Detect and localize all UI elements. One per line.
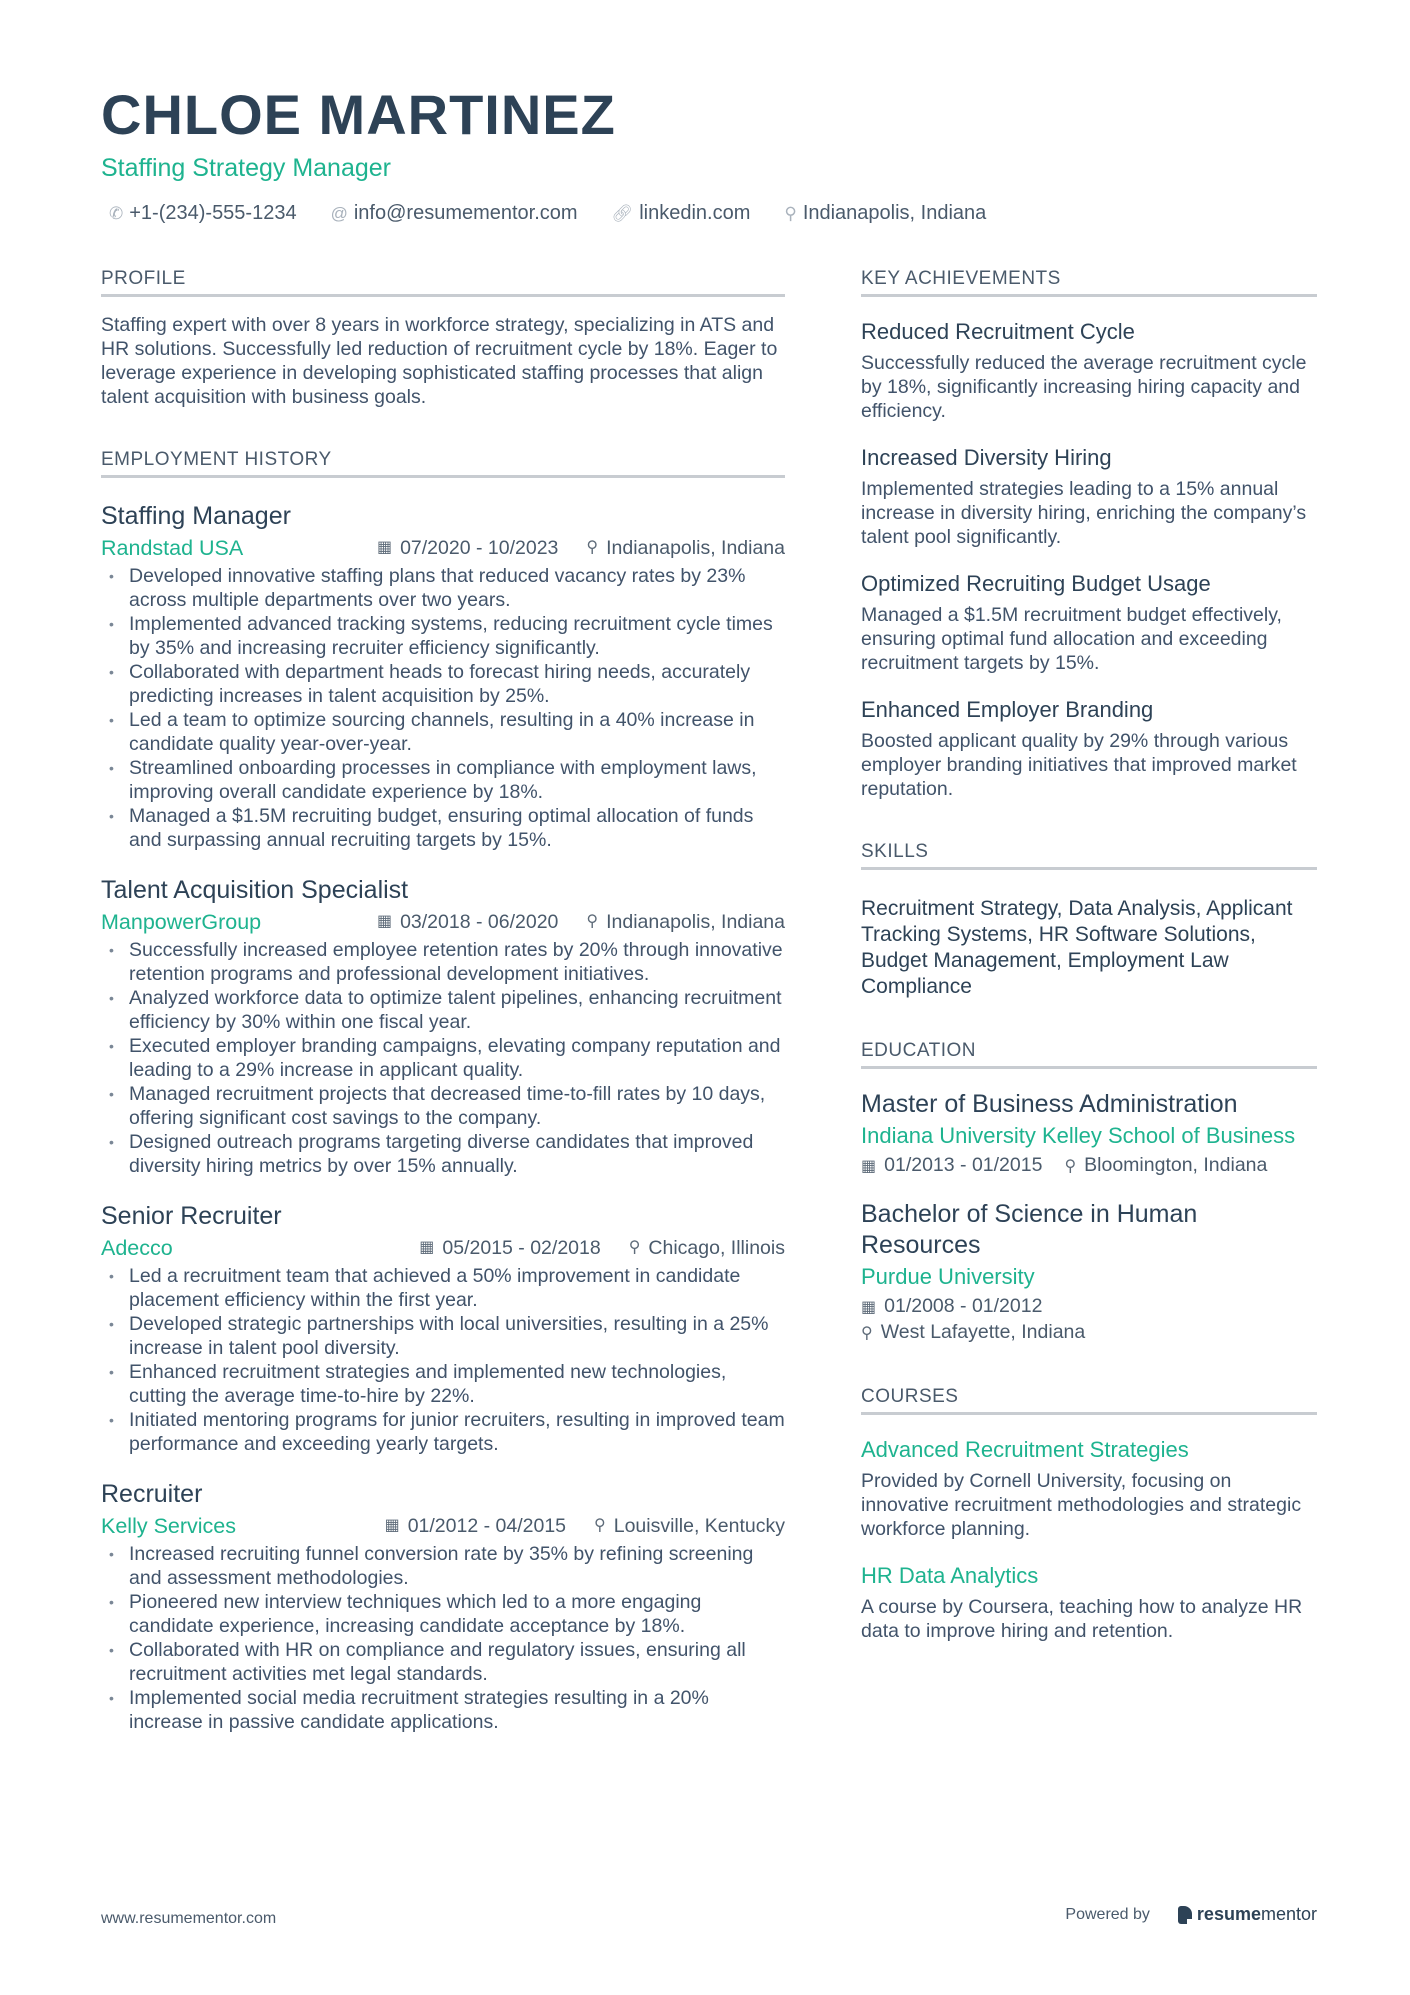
list-item: • Pioneered new interview techniques which led to a more engaging candidate experience, increasing candidate acceptance by 18%. bbox=[101, 1590, 785, 1638]
contact-email-text[interactable]: info@resumementor.com bbox=[353, 202, 578, 224]
profile-section bbox=[101, 268, 785, 409]
location-pin-icon: ⚲ bbox=[784, 203, 797, 223]
employment-section bbox=[101, 449, 785, 1734]
education-school: Purdue University bbox=[861, 1264, 1035, 1289]
education-item bbox=[861, 1199, 1317, 1346]
list-item: • Developed strategic partnerships with local universities, resulting in a 25% increase in talent pool diversity. bbox=[101, 1312, 785, 1360]
section-heading: SKILLS bbox=[861, 841, 1317, 870]
education-school: Indiana University Kelley School of Business bbox=[861, 1123, 1296, 1148]
footer-website[interactable]: www.resumementor.com bbox=[101, 1910, 277, 1927]
job-dates bbox=[377, 908, 558, 936]
job-location-text: Indianapolis, Indiana bbox=[606, 911, 785, 933]
location-pin-icon: ⚲ bbox=[594, 1517, 606, 1534]
job-location-text: Chicago, Illinois bbox=[648, 1237, 785, 1259]
education-section bbox=[861, 1040, 1317, 1346]
job-meta bbox=[101, 1234, 785, 1262]
job-meta bbox=[101, 1512, 785, 1540]
achievement-item bbox=[861, 695, 1317, 801]
education-dates-row bbox=[861, 1294, 1317, 1320]
job-dates-text: 03/2018 - 06/2020 bbox=[400, 911, 559, 933]
education-meta bbox=[861, 1294, 1317, 1346]
candidate-title: Staffing Strategy Manager bbox=[101, 154, 391, 182]
skills-text: Recruitment Strategy, Data Analysis, Applicant Tracking Systems, HR Software Solutions, Budget Management, Employment Law Compliance bbox=[861, 897, 1293, 998]
achievement-item bbox=[861, 569, 1317, 675]
contact-linkedin-text[interactable]: linkedin.com bbox=[639, 202, 751, 224]
job-location bbox=[586, 908, 785, 936]
location-pin-icon: ⚲ bbox=[1064, 1158, 1077, 1175]
list-item: • Analyzed workforce data to optimize talent pipelines, enhancing recruitment efficiency by 30% within one fiscal year. bbox=[101, 986, 785, 1034]
brand-logo[interactable] bbox=[1178, 1904, 1317, 1925]
section-heading: KEY ACHIEVEMENTS bbox=[861, 268, 1317, 297]
education-location-row bbox=[861, 1320, 1317, 1346]
achievement-desc: Boosted applicant quality by 29% through various employer branding initiatives that improved market reputation. bbox=[861, 730, 1297, 800]
calendar-icon: ▦ bbox=[419, 1239, 435, 1256]
job-bullets bbox=[101, 1264, 785, 1456]
education-dates: 01/2013 - 01/2015 bbox=[884, 1154, 1043, 1176]
job-company: Randstad USA bbox=[101, 536, 244, 560]
education-location bbox=[1064, 1154, 1267, 1176]
list-item: • Led a team to optimize sourcing channels, resulting in a 40% increase in candidate quality year-over-year. bbox=[101, 708, 785, 756]
contact-linkedin[interactable] bbox=[604, 202, 751, 225]
contact-phone bbox=[101, 202, 297, 225]
list-item: • Increased recruiting funnel conversion rate by 35% by refining screening and assessment methodologies. bbox=[101, 1542, 785, 1590]
contact-location bbox=[776, 202, 986, 225]
job-company: ManpowerGroup bbox=[101, 910, 262, 934]
courses-section bbox=[861, 1386, 1317, 1643]
at-icon: @ bbox=[330, 203, 348, 223]
brand-mark-icon bbox=[1178, 1906, 1192, 1924]
brand-bold-text: resume bbox=[1196, 1904, 1261, 1924]
job-meta bbox=[101, 908, 785, 936]
job-title: Talent Acquisition Specialist bbox=[101, 876, 409, 904]
achievement-title: Increased Diversity Hiring bbox=[861, 445, 1112, 470]
link-icon: 🔗︎ bbox=[611, 203, 634, 223]
list-item: • Managed recruitment projects that decreased time-to-fill rates by 10 days, offering significant cost savings to the company. bbox=[101, 1082, 785, 1130]
list-item: • Implemented advanced tracking systems, reducing recruitment cycle times by 35% and increasing recruiter efficiency significantly. bbox=[101, 612, 785, 660]
job-dates bbox=[385, 1512, 566, 1540]
section-heading: PROFILE bbox=[101, 268, 785, 297]
contact-phone-text: +1-(234)-555-1234 bbox=[129, 202, 297, 224]
job-entry bbox=[101, 500, 785, 852]
achievement-item bbox=[861, 443, 1317, 549]
course-desc: A course by Coursera, teaching how to analyze HR data to improve hiring and retention. bbox=[861, 1596, 1303, 1642]
job-dates bbox=[419, 1234, 600, 1262]
contact-row bbox=[101, 202, 1321, 225]
job-dates-text: 07/2020 - 10/2023 bbox=[400, 537, 559, 559]
list-item: • Managed a $1.5M recruiting budget, ensuring optimal allocation of funds and surpassing annual recruiting targets by 15%. bbox=[101, 804, 785, 852]
right-column bbox=[861, 268, 1317, 1683]
list-item: • Executed employer branding campaigns, elevating company reputation and leading to a 29% increase in applicant quality. bbox=[101, 1034, 785, 1082]
list-item: • Developed innovative staffing plans that reduced vacancy rates by 23% across multiple departments over two years. bbox=[101, 564, 785, 612]
calendar-icon: ▦ bbox=[376, 539, 393, 556]
job-title: Staffing Manager bbox=[101, 502, 291, 530]
brand-light-text: mentor bbox=[1260, 1904, 1317, 1924]
job-bullets bbox=[101, 938, 785, 1178]
resume-header bbox=[101, 82, 1321, 225]
list-item: • Successfully increased employee retention rates by 20% through innovative retention programs and professional development initiatives. bbox=[101, 938, 785, 986]
location-pin-icon: ⚲ bbox=[861, 1325, 873, 1342]
contact-location-text: Indianapolis, Indiana bbox=[802, 202, 987, 224]
course-desc: Provided by Cornell University, focusing on innovative recruitment methodologies and strategic workforce planning. bbox=[861, 1470, 1302, 1540]
course-title: Advanced Recruitment Strategies bbox=[861, 1437, 1189, 1462]
job-entry bbox=[101, 1478, 785, 1734]
section-heading: EDUCATION bbox=[861, 1040, 1317, 1069]
achievement-desc: Successfully reduced the average recruitment cycle by 18%, significantly increasing hiring capacity and efficiency. bbox=[861, 352, 1307, 422]
calendar-icon: ▦ bbox=[861, 1158, 877, 1175]
achievements-section bbox=[861, 268, 1317, 801]
job-title: Senior Recruiter bbox=[101, 1202, 282, 1230]
skills-section bbox=[861, 841, 1317, 1000]
education-dates: 01/2008 - 01/2012 bbox=[884, 1295, 1043, 1317]
achievement-item bbox=[861, 317, 1317, 423]
achievement-desc: Implemented strategies leading to a 15% annual increase in diversity hiring, enriching the company’s talent pool significantly. bbox=[861, 478, 1307, 548]
location-pin-icon: ⚲ bbox=[586, 539, 599, 556]
footer-brand bbox=[1065, 1904, 1317, 1925]
list-item: • Collaborated with department heads to forecast hiring needs, accurately predicting increases in talent acquisition by 25%. bbox=[101, 660, 785, 708]
left-column bbox=[101, 268, 785, 1774]
education-degree: Master of Business Administration bbox=[861, 1090, 1238, 1118]
calendar-icon: ▦ bbox=[376, 913, 393, 930]
job-bullets bbox=[101, 564, 785, 852]
job-dates bbox=[377, 534, 558, 562]
list-item: • Collaborated with HR on compliance and regulatory issues, ensuring all recruitment activities met legal standards. bbox=[101, 1638, 785, 1686]
achievement-desc: Managed a $1.5M recruitment budget effectively, ensuring optimal fund allocation and exceeding recruitment targets by 15%. bbox=[861, 604, 1282, 674]
achievement-title: Enhanced Employer Branding bbox=[861, 697, 1154, 722]
job-location bbox=[594, 1512, 785, 1540]
job-company: Kelly Services bbox=[101, 1514, 237, 1538]
education-meta bbox=[861, 1153, 1317, 1179]
powered-by-label: Powered by bbox=[1065, 1905, 1150, 1923]
location-pin-icon: ⚲ bbox=[586, 913, 599, 930]
section-heading: COURSES bbox=[861, 1386, 1317, 1415]
list-item: • Led a recruitment team that achieved a 50% improvement in candidate placement efficiency within the first year. bbox=[101, 1264, 785, 1312]
job-meta bbox=[101, 534, 785, 562]
achievement-title: Optimized Recruiting Budget Usage bbox=[861, 571, 1211, 596]
job-dates-text: 01/2012 - 04/2015 bbox=[407, 1515, 567, 1537]
list-item: • Designed outreach programs targeting diverse candidates that improved diversity hiring metrics by over 15% annually. bbox=[101, 1130, 785, 1178]
job-dates-text: 05/2015 - 02/2018 bbox=[442, 1237, 601, 1259]
job-entry bbox=[101, 1200, 785, 1456]
job-location-text: Indianapolis, Indiana bbox=[606, 537, 785, 559]
education-item bbox=[861, 1089, 1317, 1179]
list-item: • Initiated mentoring programs for junior recruiters, resulting in improved team performance and exceeding yearly targets. bbox=[101, 1408, 785, 1456]
course-item bbox=[861, 1435, 1317, 1541]
education-degree: Bachelor of Science in Human Resources bbox=[861, 1200, 1198, 1259]
list-item: • Enhanced recruitment strategies and implemented new technologies, cutting the average time-to-hire by 22%. bbox=[101, 1360, 785, 1408]
list-item: • Streamlined onboarding processes in compliance with employment laws, improving overall candidate experience by 18%. bbox=[101, 756, 785, 804]
job-entry bbox=[101, 874, 785, 1178]
achievement-title: Reduced Recruitment Cycle bbox=[861, 319, 1135, 344]
course-item bbox=[861, 1561, 1317, 1643]
list-item: • Implemented social media recruitment strategies resulting in a 20% increase in passive candidate applications. bbox=[101, 1686, 785, 1734]
profile-text: Staffing expert with over 8 years in workforce strategy, specializing in ATS and HR solutions. Successfully led reduction of recruitment cycle by 18%. Eager to leverage experience in developing sophisticated staffing processes that align talent acquisition with business goals. bbox=[101, 314, 778, 408]
course-title: HR Data Analytics bbox=[861, 1563, 1039, 1588]
section-heading: EMPLOYMENT HISTORY bbox=[101, 449, 785, 478]
location-pin-icon: ⚲ bbox=[628, 1239, 641, 1256]
candidate-name: CHLOE MARTINEZ bbox=[101, 83, 616, 146]
phone-icon: ✆ bbox=[109, 203, 124, 223]
job-location bbox=[586, 534, 785, 562]
calendar-icon: ▦ bbox=[861, 1299, 877, 1316]
calendar-icon: ▦ bbox=[384, 1517, 400, 1534]
education-location-text: West Lafayette, Indiana bbox=[880, 1321, 1086, 1343]
contact-email[interactable] bbox=[323, 202, 578, 225]
job-location-text: Louisville, Kentucky bbox=[613, 1515, 785, 1537]
education-location-text: Bloomington, Indiana bbox=[1084, 1154, 1268, 1176]
job-title: Recruiter bbox=[101, 1480, 203, 1508]
job-company: Adecco bbox=[101, 1236, 173, 1260]
job-location bbox=[629, 1234, 785, 1262]
job-bullets bbox=[101, 1542, 785, 1734]
